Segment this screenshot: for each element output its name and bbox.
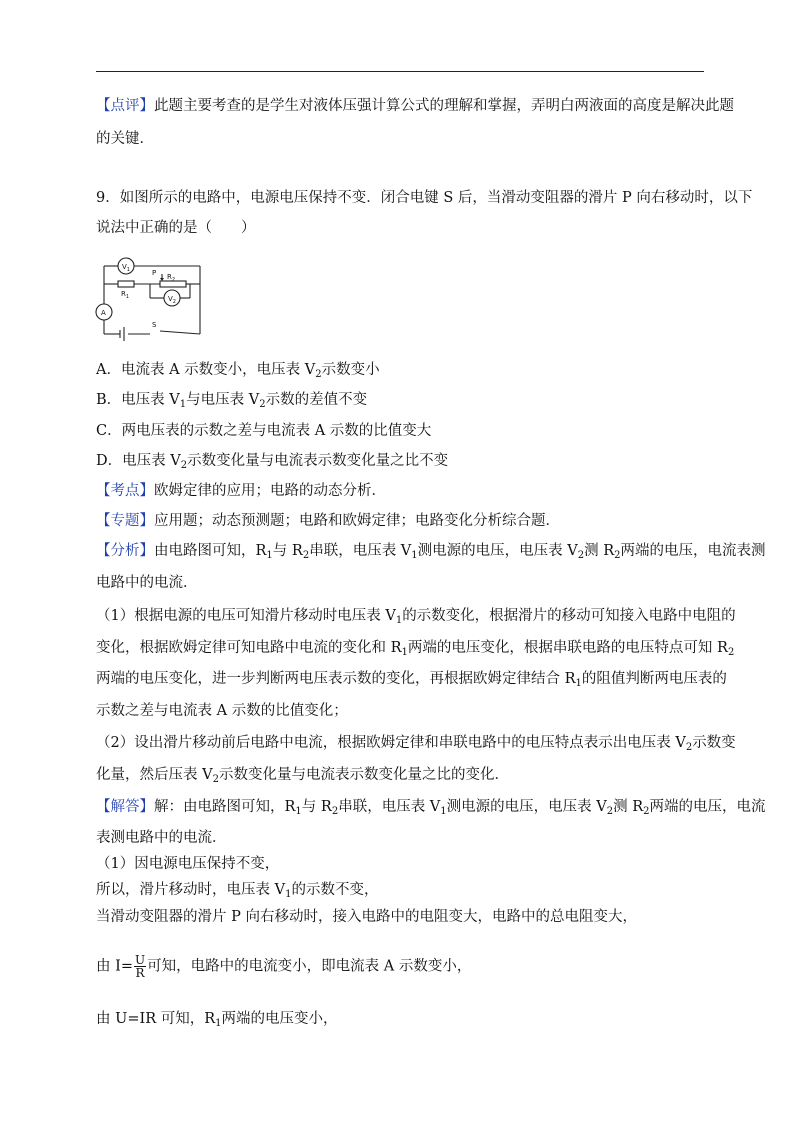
text: 示数变 [692, 735, 736, 751]
fenxi-line-6 [96, 701, 348, 721]
r2-label: $R_2$ [167, 273, 176, 283]
question-text-2: 说法中正确的是（ ） [96, 220, 256, 236]
text: 与 R [301, 799, 332, 815]
sub: 1 [285, 889, 292, 900]
r1-label: $R_1$ [121, 290, 130, 300]
sub: 1 [411, 550, 418, 561]
option-a-text: A．电流表 A 示数变小，电压表 V [96, 362, 316, 378]
sub: 2 [180, 460, 188, 471]
sub: 1 [179, 399, 187, 410]
v1-label: $V_1$ [122, 263, 130, 273]
zhuanti-text: 应用题；动态预测题；电路和欧姆定律；电路变化分析综合题． [154, 513, 560, 529]
text: 串联，电压表 V [338, 799, 441, 815]
option-b [96, 390, 367, 410]
text: 可知，电路中的电流变小，即电流表 A 示数变小， [147, 958, 472, 975]
a-label: A [101, 309, 106, 317]
option-b-text: B．电压表 V [96, 392, 180, 408]
text: 化量，然后压表 V [96, 767, 213, 783]
text: （2）设出滑片移动前后电路中电流，根据欧姆定律和串联电路中的电压特点表示出电压表 V [96, 735, 686, 751]
sub: 1 [440, 806, 447, 817]
fenxi-line-2 [96, 573, 198, 593]
sub: 2 [331, 806, 339, 817]
fraction-u-over-r [134, 954, 146, 979]
text: 所以，滑片移动时，电压表 V [96, 882, 286, 898]
fenxi-line-8 [96, 765, 509, 785]
fenxi-line-5 [96, 669, 727, 689]
comment-line-2 [96, 129, 154, 149]
text: （1）根据电源的电压可知滑片移动时电压表 V [96, 608, 396, 624]
resistor-r1 [118, 281, 134, 287]
kaodian-tag: 【考点】 [96, 483, 154, 499]
text: 两端的电压变化，根据串联电路的电压特点可知 R [407, 640, 728, 656]
question-line-1 [96, 188, 752, 208]
sub: 2 [685, 742, 693, 753]
s-label: S [152, 321, 157, 329]
jieda-line-2 [96, 828, 227, 848]
sub: 1 [266, 550, 273, 561]
jieda-line-7 [96, 1009, 338, 1029]
text: 示数变化量与电流表示数变化量之比的变化． [218, 767, 509, 783]
jieda-line-1 [96, 797, 766, 817]
option-b-text-2: 与电压表 V [186, 392, 260, 408]
fenxi-line-3 [96, 606, 736, 626]
sub: 2 [302, 550, 310, 561]
comment-text: 此题主要考查的是学生对液体压强计算公式的理解和掌握，弄明白两液面的高度是解决此题 [154, 98, 734, 114]
question-line-2 [96, 218, 256, 238]
jieda-line-3 [96, 854, 279, 874]
text: 的示数变化，根据滑片的移动可知接入电路中电阻的 [402, 608, 736, 624]
sub: 2 [212, 774, 219, 785]
option-b-text-3: 示数的差值不变 [265, 392, 368, 408]
text: 的示数不变， [291, 882, 379, 898]
text: 两端的电压变小， [221, 1011, 338, 1027]
circuit-diagram [94, 252, 206, 344]
fenxi-tag: 【分析】 [96, 543, 154, 559]
fenxi-line-1 [96, 541, 766, 561]
sub: 2 [606, 806, 614, 817]
text: （1）因电源电压保持不变， [96, 856, 280, 872]
text: 串联，电压表 V [309, 543, 412, 559]
jieda-line-6 [96, 954, 471, 979]
v2-label: $V_2$ [168, 295, 176, 305]
question-text: 9．如图所示的电路中，电源电压保持不变．闭合电键 S 后，当滑动变阻器的滑片 P 向右移动时，以下 [96, 190, 753, 206]
jieda-line-5 [96, 907, 637, 927]
sub: 1 [395, 615, 403, 626]
text: 与 R [272, 543, 303, 559]
jieda-line-4 [96, 880, 378, 900]
option-a-text-2: 示数变小 [321, 362, 380, 378]
zhuanti-tag: 【专题】 [96, 513, 154, 529]
text: 测电源的电压，电压表 V [417, 543, 578, 559]
sub: 2 [643, 806, 650, 817]
comment-text-2: 的关键． [96, 131, 154, 147]
text: 由 I= [96, 958, 133, 975]
p-label: P [152, 269, 157, 277]
comment-line-1 [96, 96, 734, 116]
text: 测电源的电压，电压表 V [446, 799, 607, 815]
sub: 1 [295, 806, 302, 817]
sub: 2 [614, 550, 621, 561]
text: 由电路图可知，R [154, 543, 267, 559]
fraction-denominator: R [135, 966, 145, 980]
kaodian-text: 欧姆定律的应用；电路的动态分析． [154, 483, 386, 499]
fenxi-line-7 [96, 733, 736, 753]
option-a [96, 360, 380, 380]
fraction-numerator: U [135, 953, 146, 967]
option-c [96, 421, 431, 441]
text: 测 R [613, 799, 644, 815]
header-rule [96, 71, 704, 72]
text: 解：由电路图可知，R [154, 799, 296, 815]
text: 两端的电压变化，进一步判断两电压表示数的变化，再根据欧姆定律结合 R [96, 671, 576, 687]
text: 两端的电压，电流表测 [620, 543, 766, 559]
text: 测 R [584, 543, 615, 559]
sub: 2 [577, 550, 585, 561]
text: 变化，根据欧姆定律可知电路中电流的变化和 R [96, 640, 402, 656]
option-d-text-2: 示数变化量与电流表示数变化量之比不变 [187, 453, 449, 469]
sub: 1 [575, 678, 582, 689]
text: 当滑动变阻器的滑片 P 向右移动时，接入电路中的电阻变大，电路中的总电阻变大， [96, 909, 637, 925]
zhuanti-line [96, 511, 560, 531]
fenxi-line-4 [96, 638, 734, 658]
comment-tag: 【点评】 [96, 98, 154, 114]
option-d-text: D．电压表 V [96, 453, 181, 469]
kaodian-line [96, 481, 386, 501]
text: 两端的电压，电流 [649, 799, 766, 815]
sub: 2 [259, 399, 266, 410]
text: 电路中的电流． [96, 575, 198, 591]
sub: 1 [401, 647, 408, 658]
jieda-tag: 【解答】 [96, 799, 154, 815]
sub: 1 [215, 1018, 222, 1029]
option-c-text: C．两电压表的示数之差与电流表 A 示数的比值变大 [96, 423, 432, 439]
sub: 2 [315, 369, 322, 380]
text: 由 U=IR 可知，R [96, 1011, 216, 1027]
text: 的阻值判断两电压表的 [581, 671, 727, 687]
text: 示数之差与电流表 A 示数的比值变化； [96, 703, 348, 719]
text: 表测电路中的电流． [96, 830, 227, 846]
sub: 2 [727, 647, 735, 658]
option-d [96, 451, 448, 471]
